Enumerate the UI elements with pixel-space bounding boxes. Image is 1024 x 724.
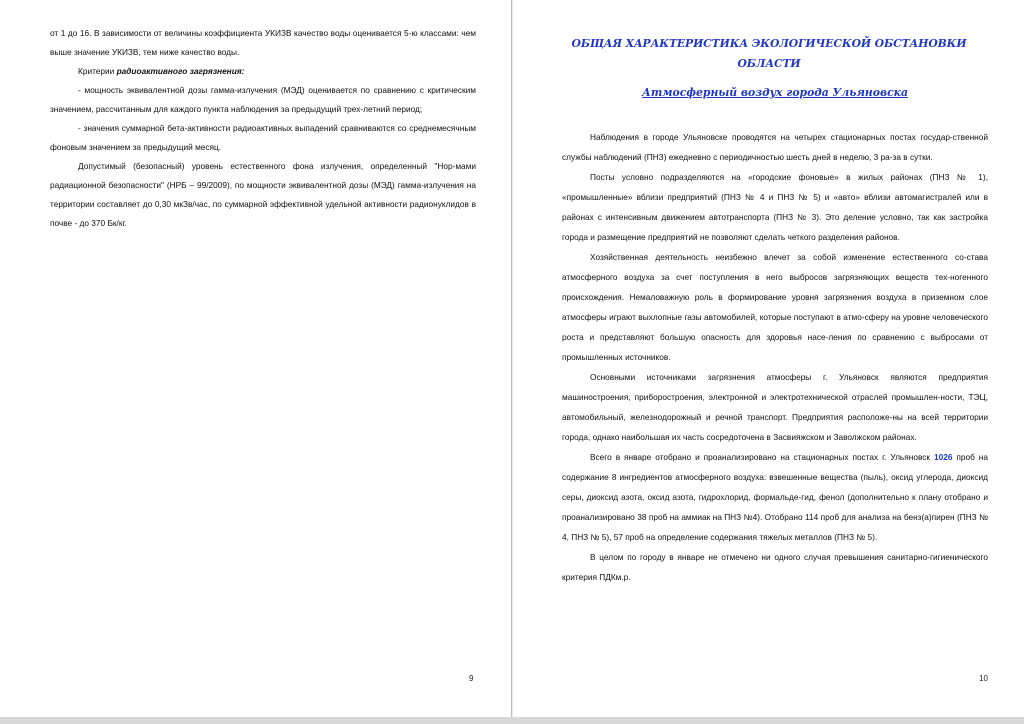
left-paragraph-2: Допустимый (безопасный) уровень естественного фона излучения, определенный "Нор-мами радиационной безопасности" (НРБ – 99/2009), по мощности эквивалентной дозы (МЭД) гамма-излучения на территории составляет до 0,30 мкЗв/час, по суммарной эффективной удельной активности радионуклидов в почве - до 370 Бк/кг. [50, 161, 476, 228]
right-page-content [562, 34, 988, 587]
page-bottom-edge [0, 717, 1024, 724]
right-paragraph-2: Посты условно подразделяются на «городские фоновые» в жилых районах (ПНЗ № 1), «промышленные» вблизи предприятий (ПНЗ № 4 и ПНЗ № 5) и «авто» вблизи автомагистралей или в районах с интенсивным движением автотранспорта (ПНЗ № 3). Это деление условно, так как застройка города и размещение предприятий не позволяют сделать четкого разделения районов. [562, 172, 988, 242]
page-number-right: 10 [979, 674, 988, 683]
left-paragraph-1: от 1 до 16. В зависимости от величины коэффициента УКИЗВ качество воды оценивается 5-ю классами: чем выше значение УКИЗВ, тем ниже качество воды. [50, 28, 476, 57]
section-subtitle: Атмосферный воздух города Ульяновска [642, 86, 908, 99]
criteria-heading [50, 62, 476, 81]
criteria-item-2: - значения суммарной бета-активности радиоактивных выпадений сравниваются со среднемесячным фоновым значением за предыдущий месяц. [50, 123, 476, 152]
criteria-prefix: Критерии [78, 66, 117, 76]
sample-count-highlight: 1026 [933, 452, 953, 462]
p5-text-after: проб на содержание 8 ингредиентов атмосферного воздуха: взвешенные вещества (пыль), оксид углерода, диоксид серы, диоксид азота, оксид азота, гидрохлорид, формальде-гид, фенол (дополнительно к плану отобрано и проанализировано 38 проб на аммиак на ПНЗ №4). Отобрано 114 проб для анализа на бенз(а)пирен (ПНЗ № 4, ПНЗ № 5), 57 проб на определение содержания тяжелых металлов (ПНЗ № 5). [562, 452, 989, 542]
right-paragraph-6: В целом по городу в январе не отмечено ни одного случая превышения санитарно-гигиенического критерия ПДКм.р. [562, 552, 988, 582]
page-number-left: 9 [469, 674, 474, 683]
right-paragraph-5 [562, 447, 988, 547]
right-paragraph-4: Основными источниками загрязнения атмосферы г. Ульяновск являются предприятия машиностроения, приборостроения, электронной и электротехнической отраслей промышлен-ности, ТЭЦ, автомобильный, железнодорожный и речной транспорт. Предприятия расположе-ны на всей территории города, однако наибольшая их часть сосредоточена в Засвияжском и Заволжском районах. [562, 372, 988, 442]
section-title: ОБЩАЯ ХАРАКТЕРИСТИКА ЭКОЛОГИЧЕСКОЙ ОБСТАНОВКИ ОБЛАСТИ [571, 37, 967, 70]
p5-text-before: Всего в январе отобрано и проанализировано на стационарных постах г. Ульяновск [590, 452, 934, 462]
criteria-emphasis: радиоактивного загрязнения: [116, 66, 245, 76]
right-paragraph-1: Наблюдения в городе Ульяновске проводятся на четырех стационарных постах государ-ственной службы наблюдений (ПНЗ) ежедневно с периодичностью шесть дней в неделю, 3 ра-за в сутки. [562, 132, 988, 162]
left-page-content [50, 24, 476, 233]
criteria-item-1: - мощность эквивалентной дозы гамма-излучения (МЭД) оценивается по сравнению с критическим значением, рассчитанным для каждого пункта наблюдения за предыдущий трех-летний период; [50, 85, 476, 114]
right-paragraph-3: Хозяйственная деятельность неизбежно влечет за собой изменение естественного со-става атмосферного воздуха за счет поступления в него выбросов загрязняющих веществ тех-ногенного происхождения. Немаловажную роль в формирование уровня загрязнения воздуха в приземном слое атмосферы играют выхлопные газы автомобилей, которые поступают в атмо-сферу на уровне человеческого роста и представляют большую опасность для здоровья насе-ления по сравнению с выбросами от промышленных источников. [562, 252, 988, 362]
